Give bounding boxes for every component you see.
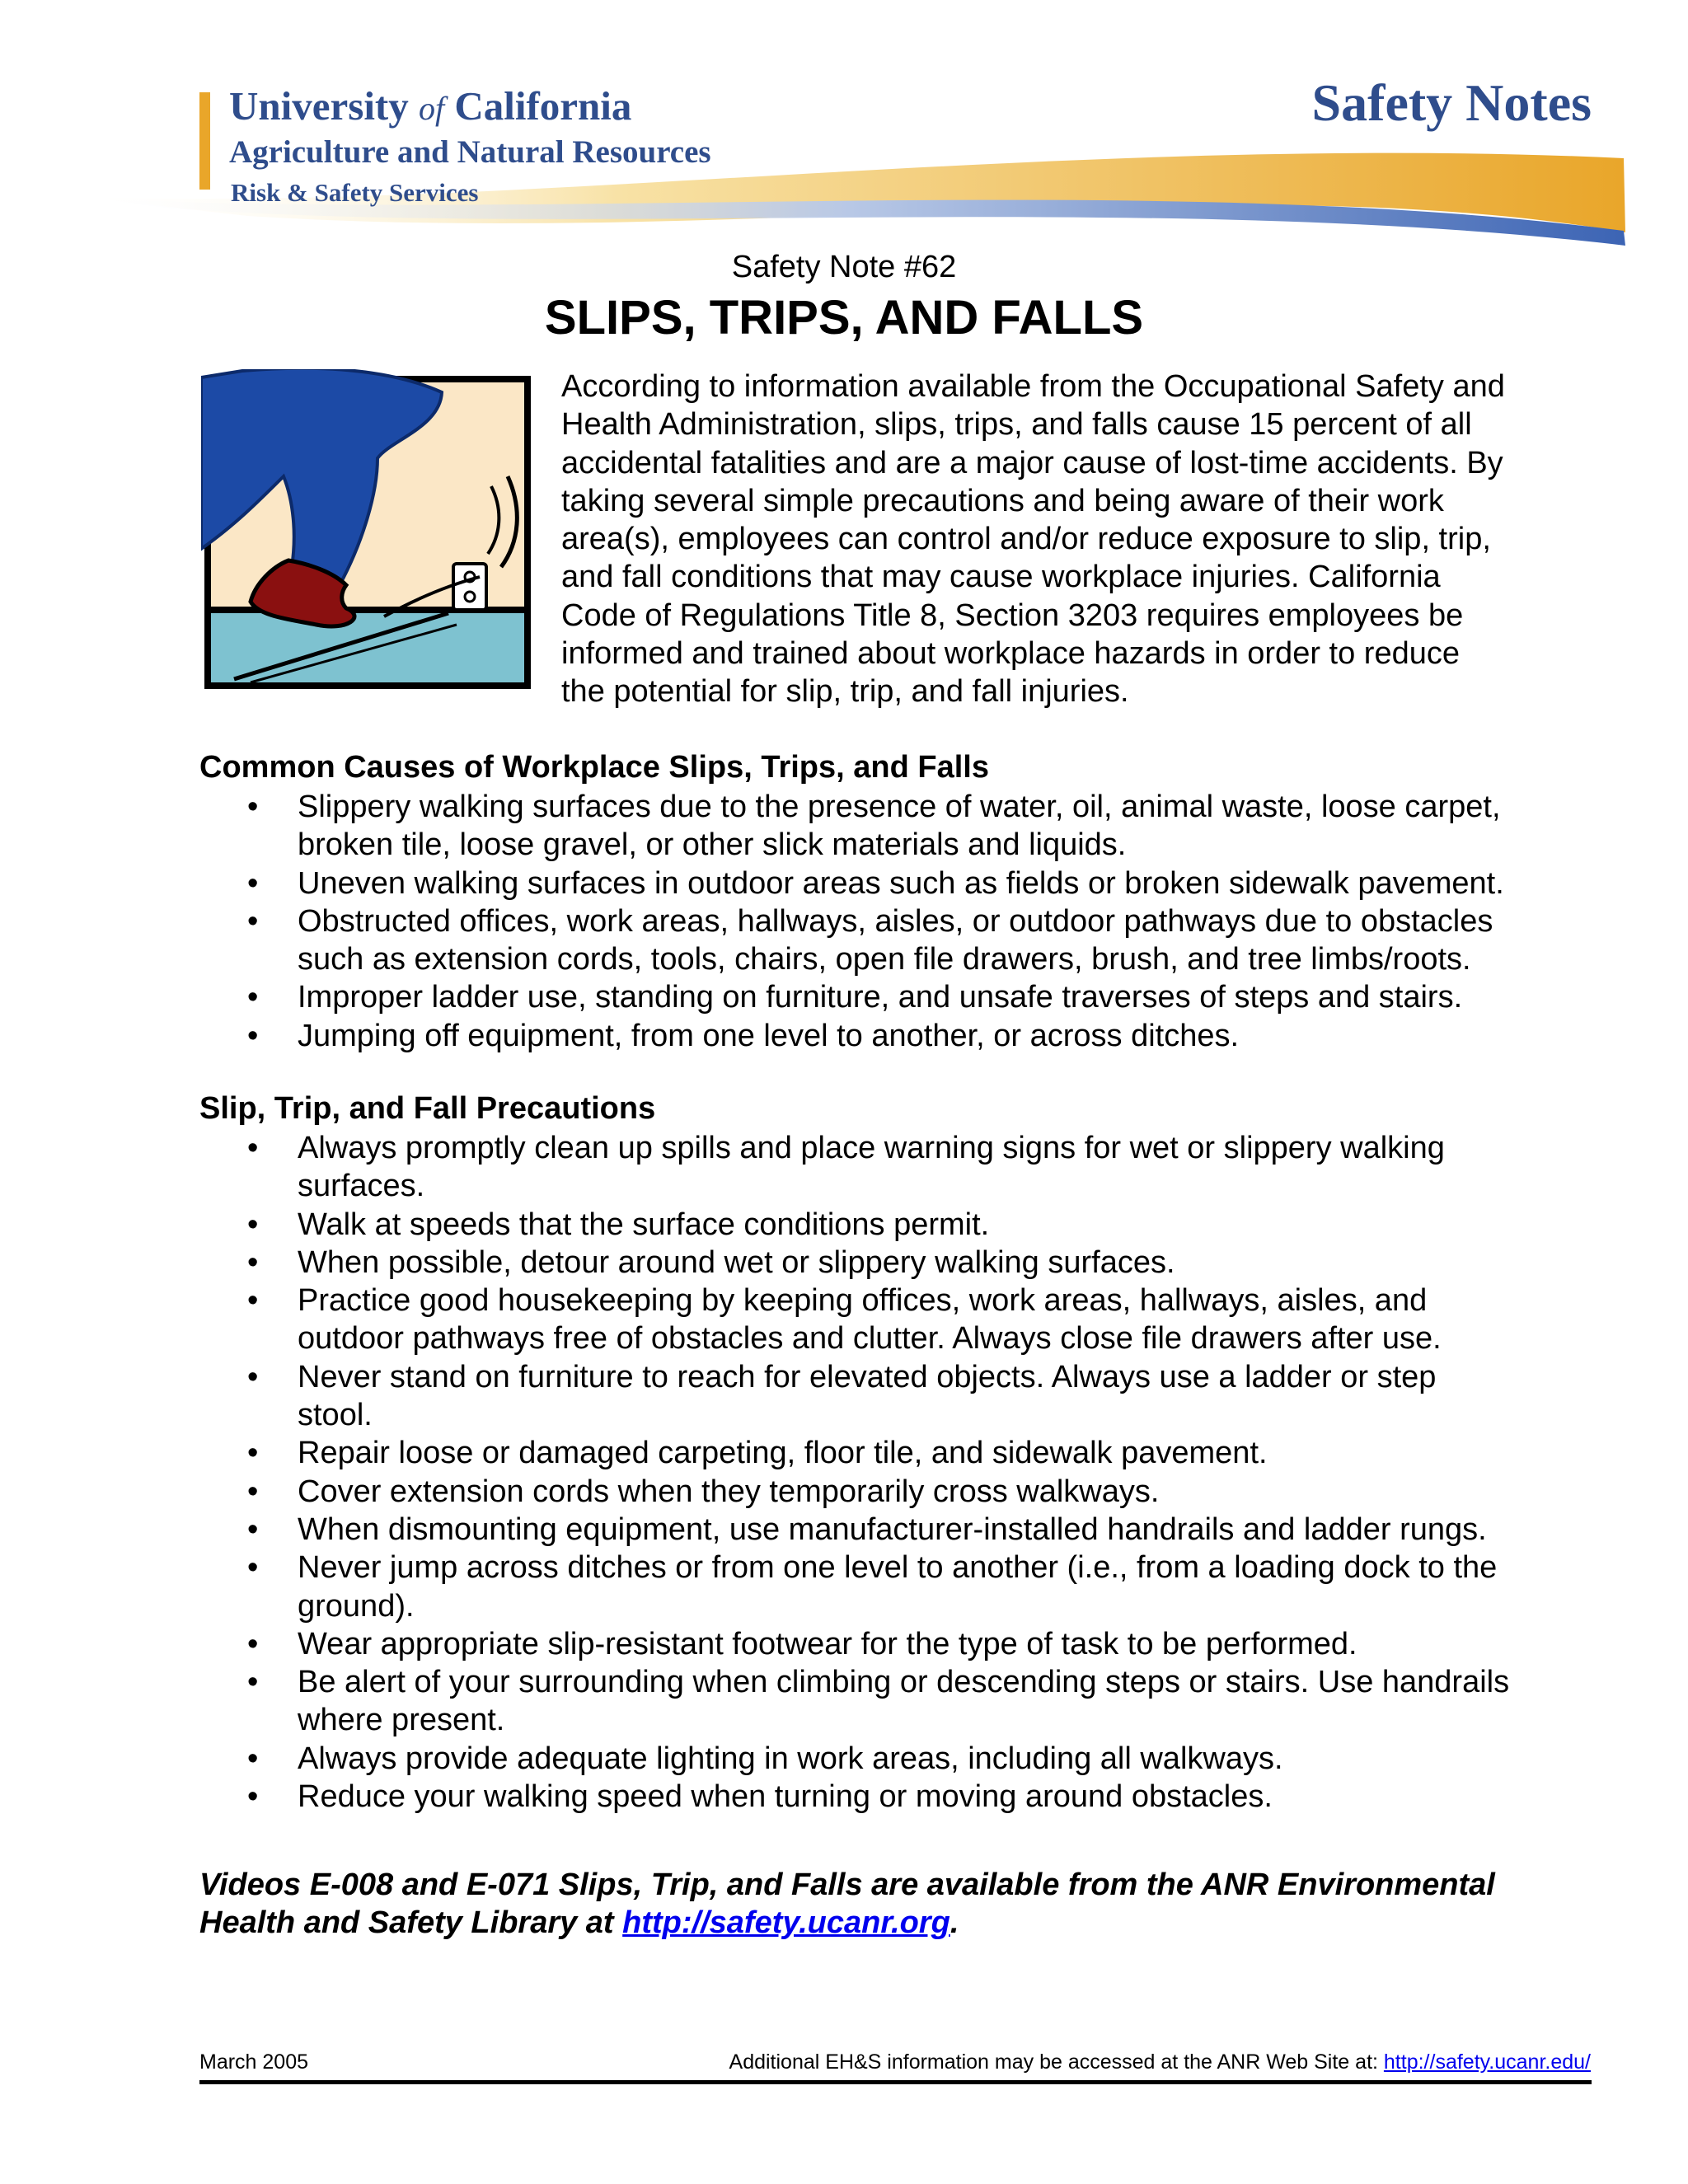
list-item: • Obstructed offices, work areas, hallways, aisles, or outdoor pathways due to obstacles such as extension cords, tools, chairs, open file drawers, brush, and tree limbs/roots. xyxy=(199,902,1601,979)
list-item: • Jumping off equipment, from one level to another, or across ditches. xyxy=(199,1017,1601,1055)
footer-date: March 2005 xyxy=(199,2050,309,2074)
intro-line: taking several simple precautions and being aware of their work xyxy=(561,483,1444,518)
footer-info: Additional EH&S information may be accessed at the ANR Web Site at: http://safety.ucanr.edu/ xyxy=(729,2050,1591,2074)
list-item: • Repair loose or damaged carpeting, floor tile, and sidewalk pavement. xyxy=(199,1434,1601,1472)
videos-note xyxy=(199,1866,1617,1942)
logo-division-name: Agriculture and Natural Resources xyxy=(229,134,711,170)
list-item: • When possible, detour around wet or slippery walking surfaces. xyxy=(199,1244,1601,1282)
person-slipping-icon xyxy=(201,369,534,692)
causes-list xyxy=(199,788,1601,1055)
list-item: • Never jump across ditches or from one level to another (i.e., from a loading dock to the ground). xyxy=(199,1549,1601,1625)
list-item: • Reduce your walking speed when turning or moving around obstacles. xyxy=(199,1778,1601,1816)
intro-line: Code of Regulations Title 8, Section 3203 requires employees be xyxy=(561,598,1464,633)
list-item: • Slippery walking surfaces due to the presence of water, oil, animal waste, loose carpet, broken tile, loose gravel, or other slick materials and liquids. xyxy=(199,788,1601,865)
library-link[interactable]: http://safety.ucanr.org xyxy=(622,1905,950,1940)
list-item: • Cover extension cords when they temporarily cross walkways. xyxy=(199,1473,1601,1511)
videos-line: Videos E-008 and E-071 Slips, Trip, and Falls are available from the ANR Environmental xyxy=(199,1868,1495,1902)
precautions-heading: Slip, Trip, and Fall Precautions xyxy=(199,1091,656,1126)
list-item: • Always provide adequate lighting in work areas, including all walkways. xyxy=(199,1740,1601,1778)
list-item: • When dismounting equipment, use manufacturer-installed handrails and ladder rungs. xyxy=(199,1511,1601,1549)
list-item: • Be alert of your surrounding when climbing or descending steps or stairs. Use handrails where present. xyxy=(199,1663,1601,1740)
footer-divider xyxy=(199,2080,1592,2084)
series-title: Safety Notes xyxy=(1311,73,1592,132)
precautions-list xyxy=(199,1129,1601,1816)
intro-line: the potential for slip, trip, and fall injuries. xyxy=(561,674,1129,710)
list-item: • Always promptly clean up spills and place warning signs for wet or slippery walking surfaces. xyxy=(199,1129,1601,1206)
page-header xyxy=(0,0,1688,264)
note-number: Safety Note #62 xyxy=(731,250,957,284)
list-item: • Walk at speeds that the surface conditions permit. xyxy=(199,1206,1601,1244)
intro-line: area(s), employees can control and/or reduce exposure to slip, trip, xyxy=(561,522,1491,557)
list-item: • Improper ladder use, standing on furniture, and unsafe traverses of steps and stairs. xyxy=(199,978,1601,1016)
list-item: • Never stand on furniture to reach for elevated objects. Always use a ladder or step stool. xyxy=(199,1358,1601,1435)
page-title: SLIPS, TRIPS, AND FALLS xyxy=(544,291,1144,344)
logo-unit-name: Risk & Safety Services xyxy=(231,178,479,207)
causes-heading: Common Causes of Workplace Slips, Trips, and Falls xyxy=(199,750,989,785)
list-item: • Wear appropriate slip-resistant footwear for the type of task to be performed. xyxy=(199,1625,1601,1663)
intro-line: accidental fatalities and are a major cause of lost-time accidents. By xyxy=(561,445,1503,480)
intro-line: Health Administration, slips, trips, and falls cause 15 percent of all xyxy=(561,407,1472,443)
website-link[interactable]: http://safety.ucanr.edu/ xyxy=(1383,2050,1591,2074)
intro-paragraph xyxy=(561,368,1583,711)
videos-line: Health and Safety Library at http://safety.ucanr.org. xyxy=(199,1905,959,1940)
list-item: • Uneven walking surfaces in outdoor areas such as fields or broken sidewalk pavement. xyxy=(199,865,1601,902)
list-item: • Practice good housekeeping by keeping offices, work areas, hallways, aisles, and outdoor pathways free of obstacles and clutter. Always close file drawers after use. xyxy=(199,1282,1601,1358)
intro-line: informed and trained about workplace hazards in order to reduce xyxy=(561,636,1460,672)
intro-line: and fall conditions that may cause workplace injuries. California xyxy=(561,560,1441,595)
logo-accent-bar xyxy=(199,92,210,190)
logo-university-name: University of California xyxy=(229,83,632,129)
intro-line: According to information available from the Occupational Safety and xyxy=(561,369,1505,404)
